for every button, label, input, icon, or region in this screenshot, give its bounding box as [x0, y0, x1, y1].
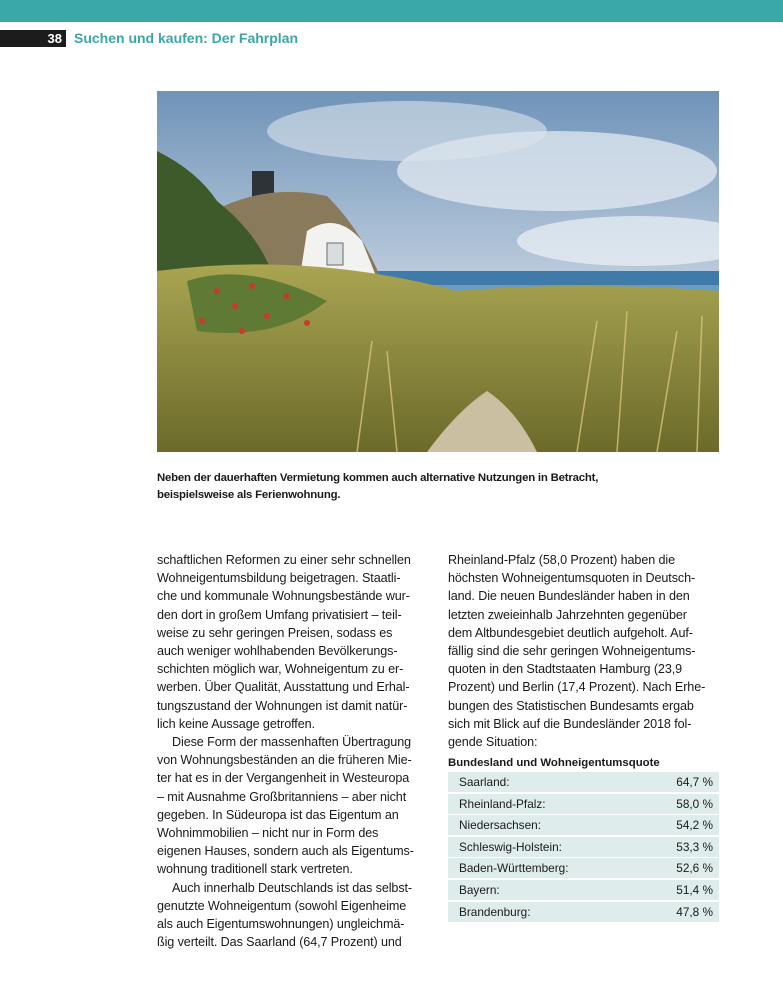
body-line: gende Situation: [448, 735, 538, 750]
quota-value: 53,3 % [676, 839, 713, 854]
body-line: gegeben. In Südeuropa ist das Eigentum an [157, 807, 399, 822]
body-line: schaftlichen Reformen zu einer sehr schnellen [157, 553, 411, 567]
body-column-left [157, 551, 422, 951]
ownership-quota-table [448, 772, 719, 923]
quota-value: 54,2 % [676, 818, 713, 833]
body-line: land. Die neuen Bundesländer haben in den [448, 589, 690, 604]
body-line: ter hat es in der Vergangenheit in Westeuropa [157, 771, 410, 786]
body-line: fällig sind die sehr geringen Wohneigentums- [448, 644, 696, 659]
body-line: Rheinland-Pfalz (58,0 Prozent) haben die [448, 553, 676, 567]
body-line: weise zu sehr geringen Preisen, sodass es [157, 625, 393, 640]
table-row [448, 880, 719, 900]
state-name: Niedersachsen: [459, 818, 541, 833]
page-number: 38 [0, 30, 66, 47]
body-line: auch weniger wohlhabenden Bevölkerungs- [157, 644, 398, 659]
body-line: als auch Eigentumswohnungen) ungleichmä- [157, 917, 405, 932]
body-line: tungszustand der Wohnungen ist damit natür- [157, 698, 408, 713]
body-line: wohnung traditionell stark vertreten. [157, 862, 353, 877]
body-line: quoten in den Stadtstaaten Hamburg (23,9 [448, 662, 683, 677]
body-line: genutzte Wohneigentum (sowohl Eigenheime [157, 898, 407, 913]
thatched-cottage-photo [157, 91, 719, 452]
body-line: – mit Ausnahme Großbritanniens – aber nicht [157, 789, 407, 804]
state-name: Baden-Württemberg: [459, 861, 569, 876]
body-line: höchsten Wohneigentumsquoten in Deutsch- [448, 571, 696, 586]
table-row [448, 815, 719, 835]
table-title: Bundesland und Wohneigentumsquote [448, 757, 660, 769]
state-name: Schleswig-Holstein: [459, 839, 562, 854]
body-line: eigenen Hauses, sondern auch als Eigentums- [157, 844, 414, 859]
body-line: sich mit Blick auf die Bundesländer 2018 fol- [448, 716, 692, 731]
state-name: Brandenburg: [459, 904, 531, 919]
body-line: Wohnimmobilien – nicht nur in Form des [157, 826, 379, 841]
body-column-right [448, 551, 720, 751]
body-line: den dort in großem Umfang privatisiert – teil- [157, 607, 402, 622]
caption-line: Neben der dauerhaften Vermietung kommen auch alternative Nutzungen in Betracht, [157, 472, 599, 484]
quota-value: 51,4 % [676, 882, 713, 897]
table-row [448, 772, 719, 792]
body-line: lich keine Aussage getroffen. [157, 716, 315, 731]
table-row [448, 837, 719, 857]
body-line: schichten möglich war, Wohneigentum zu er- [157, 662, 404, 677]
state-name: Rheinland-Pfalz: [459, 796, 546, 811]
body-line: Wohneigentumsbildung beigetragen. Staatli- [157, 571, 401, 586]
quota-value: 64,7 % [676, 775, 713, 789]
body-line: bungen des Statistischen Bundesamts ergab [448, 698, 694, 713]
table-row [448, 902, 719, 922]
body-line: Diese Form der massenhaften Übertragung [172, 735, 411, 750]
body-line: Prozent) und Berlin (17,4 Prozent). Nach Erhe- [448, 680, 706, 695]
body-line: Auch innerhalb Deutschlands ist das selbst- [172, 880, 413, 895]
body-line: dem Altbundesgebiet deutlich aufgeholt. Auf- [448, 625, 693, 640]
body-line: ßig verteilt. Das Saarland (64,7 Prozent) und [157, 935, 402, 950]
quota-value: 47,8 % [676, 904, 713, 919]
state-name: Bayern: [459, 882, 500, 897]
photo-caption [157, 470, 597, 504]
table-row [448, 858, 719, 878]
body-line: werben. Über Qualität, Ausstattung und Erhal- [157, 680, 410, 695]
caption-line: beispielsweise als Ferienwohnung. [157, 489, 341, 501]
quota-value: 52,6 % [676, 861, 713, 876]
quota-value: 58,0 % [676, 796, 713, 811]
top-accent-bar [0, 0, 783, 22]
body-line: letzten zweieinhalb Jahrzehnten gegenüber [448, 607, 687, 622]
chapter-title: Suchen und kaufen: Der Fahrplan [74, 30, 299, 46]
state-name: Saarland: [459, 775, 510, 789]
table-row [448, 794, 719, 814]
body-line: von Wohnungsbeständen an die früheren Mie- [157, 753, 412, 768]
body-line: che und kommunale Wohnungsbestände wur- [157, 589, 410, 604]
